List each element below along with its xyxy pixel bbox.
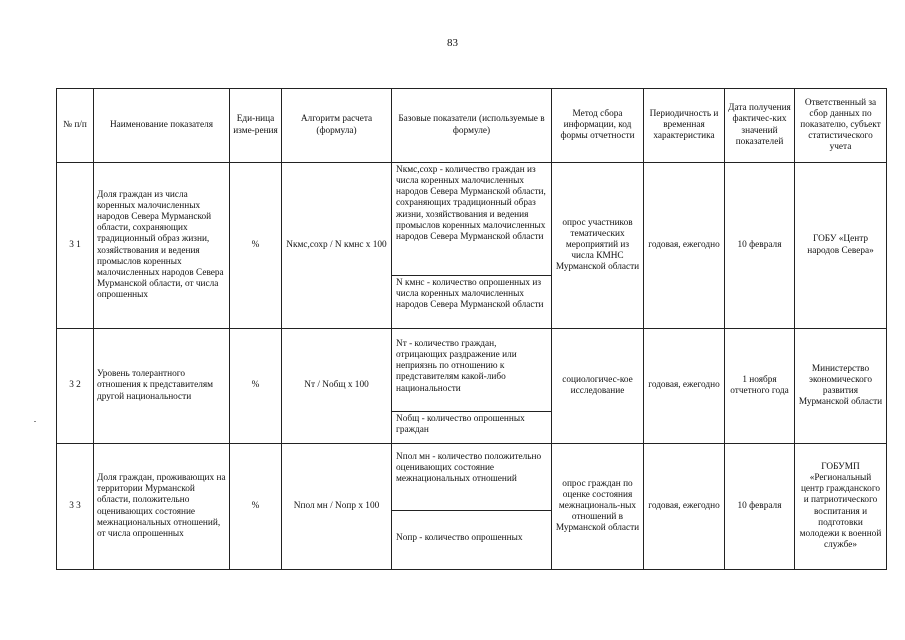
row-name: Доля граждан из числа коренных малочисленных народов Севера Мурманской области, сохраняющих традиционный образ жизни, хозяйствования и ведения промыслов коренных малочисленных народов Севера Мурманской области, от числа опрошенных (94, 163, 230, 329)
row-algorithm: Nкмс,сохр / N кмнс x 100 (282, 163, 392, 329)
header-unit: Еди-ница изме-рения (230, 89, 282, 163)
row-num: 3 3 (57, 444, 94, 570)
row-date: 10 февраля (725, 444, 795, 570)
row-base (392, 163, 552, 329)
row-unit: % (230, 163, 282, 329)
base-indicator-secondary: N кмнс - количество опрошенных из числа коренных малочисленных народов Севера Мурманской области (392, 275, 551, 328)
row-name: Доля граждан, проживающих на территории Мурманской области, положительно оценивающих состояние межнациональных отношений, от числа опрошенных (94, 444, 230, 570)
header-row (57, 89, 887, 163)
row-base (392, 444, 552, 570)
base-indicator-secondary: Nобщ - количество опрошенных граждан (392, 411, 551, 443)
indicators-table (56, 88, 887, 570)
base-indicator-primary: Nпол мн - количество положительно оценивающих состояние межнациональных отношений (396, 452, 542, 485)
row-algorithm: Nт / Nобщ x 100 (282, 329, 392, 444)
table-row (57, 444, 887, 570)
row-method: опрос участников тематических мероприятий из числа КМНС Мурманской области (552, 163, 644, 329)
base-indicator-primary: Nкмс,сохр - количество граждан из числа коренных малочисленных народов Севера Мурманской области, сохраняющих традиционный образ жизни, хозяйствования и ведения промыслов коренных малочисленных народов Севера Мурманской области (396, 165, 546, 242)
row-responsible: ГОБУ «Центр народов Севера» (795, 163, 887, 329)
row-date: 10 февраля (725, 163, 795, 329)
row-method: социологичес-кое исследование (552, 329, 644, 444)
row-responsible: Министерство экономического развития Мурманской области (795, 329, 887, 444)
row-base (392, 329, 552, 444)
header-period: Периодичность и временная характеристика (644, 89, 725, 163)
row-num: 3 2 (57, 329, 94, 444)
header-method: Метод сбора информации, код формы отчетности (552, 89, 644, 163)
row-name: Уровень толерантного отношения к представителям другой национальности (94, 329, 230, 444)
row-unit: % (230, 329, 282, 444)
row-date: 1 ноября отчетного года (725, 329, 795, 444)
base-indicator-primary: Nт - количество граждан, отрицающих раздражение или неприязнь по отношению к представителям какой-либо национальности (396, 339, 517, 394)
base-indicator-secondary: Nопр - количество опрошенных (392, 510, 551, 569)
row-period: годовая, ежегодно (644, 329, 725, 444)
header-date: Дата получения фактичес-ких значений показателей (725, 89, 795, 163)
table-row (57, 163, 887, 329)
row-method: опрос граждан по оценке состояния межнациональ-ных отношений в Мурманской области (552, 444, 644, 570)
header-base: Базовые показатели (используемые в формуле) (392, 89, 552, 163)
row-period: годовая, ежегодно (644, 163, 725, 329)
header-num: № п/п (57, 89, 94, 163)
header-name: Наименование показателя (94, 89, 230, 163)
row-unit: % (230, 444, 282, 570)
row-period: годовая, ежегодно (644, 444, 725, 570)
row-responsible: ГОБУМП «Региональный центр гражданского и патриотического воспитания и подготовки молодежи к военной службе» (795, 444, 887, 570)
table-row (57, 329, 887, 444)
header-algorithm: Алгоритм расчета (формула) (282, 89, 392, 163)
scan-speck (34, 421, 36, 422)
row-num: 3 1 (57, 163, 94, 329)
row-algorithm: Nпол мн / Nопр x 100 (282, 444, 392, 570)
header-responsible: Ответственный за сбор данных по показателю, субъект статистического учета (795, 89, 887, 163)
page-number: 83 (447, 37, 458, 49)
